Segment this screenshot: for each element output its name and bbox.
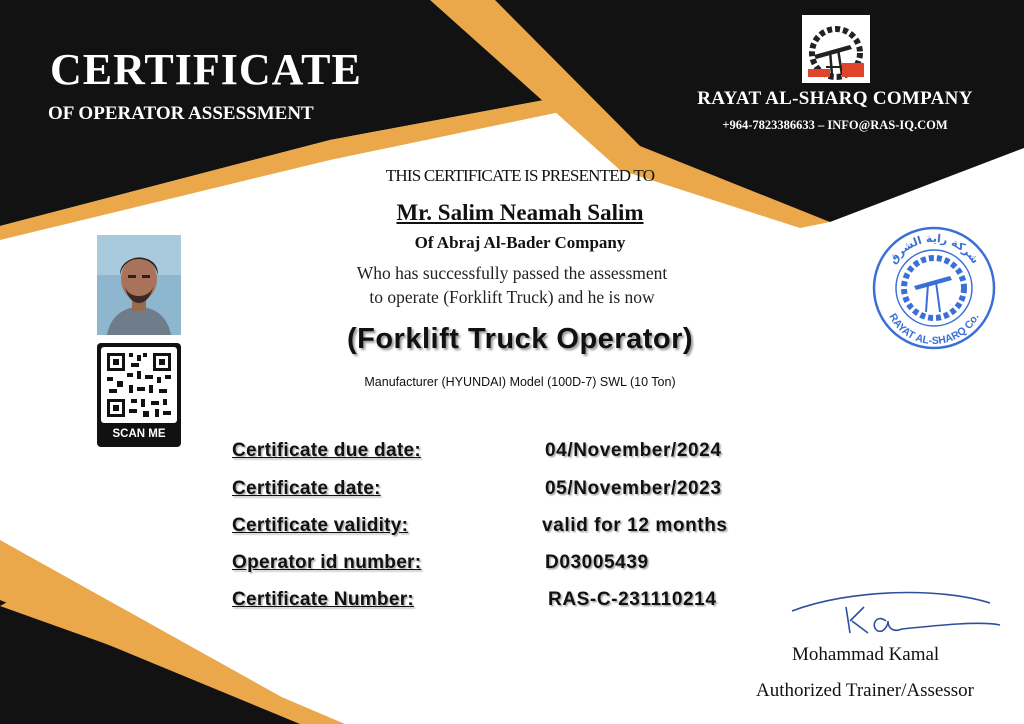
assessment-description	[282, 261, 742, 309]
due-date-value: 04/November/2024	[545, 440, 722, 461]
company-contact: +964-7823386633 – INFO@RAS-IQ.COM	[722, 118, 948, 132]
presented-to-heading: THIS CERTIFICATE IS PRESENTED TO	[385, 166, 655, 185]
due-date-label: Certificate due date:	[232, 440, 421, 461]
qr-code-card[interactable]	[97, 343, 181, 447]
description-line-2: to operate (Forklift Truck) and he is now	[369, 287, 655, 307]
signer-title: Authorized Trainer/Assessor	[756, 680, 974, 701]
certificate-number-label: Certificate Number:	[232, 589, 415, 610]
company-name: RAYAT AL-SHARQ COMPANY	[697, 88, 973, 109]
qr-scan-label: SCAN ME	[112, 428, 166, 440]
recipient-company: Of Abraj Al-Bader Company	[414, 233, 626, 252]
certificate-subtitle: OF OPERATOR ASSESSMENT	[48, 103, 314, 124]
stamp-text-arabic: شركة راية الشرق	[886, 231, 982, 267]
company-seal-stamp	[870, 224, 998, 352]
operator-role: (Forklift Truck Operator)	[346, 323, 694, 355]
operator-id-value: D03005439	[545, 552, 649, 573]
equipment-spec: Manufacturer (HYUNDAI) Model (100D-7) SWL (10 Ton)	[364, 375, 676, 389]
certificate-date-value: 05/November/2023	[545, 478, 722, 499]
certificate-number-value: RAS-C-231110214	[548, 589, 717, 610]
validity-value: valid for 12 months	[542, 515, 728, 536]
certificate-title: CERTIFICATE	[50, 45, 362, 94]
description-line-1: Who has successfully passed the assessment	[356, 263, 668, 283]
assessor-signature	[790, 585, 1005, 645]
recipient-name: Mr. Salim Neamah Salim	[396, 200, 644, 225]
operator-photo	[97, 235, 181, 335]
certificate-date-label: Certificate date:	[232, 478, 381, 499]
signer-name: Mohammad Kamal	[792, 644, 940, 665]
oil-derrick-gear-icon	[802, 15, 870, 83]
stamp-text-latin: RAYAT AL-SHARQ Co.	[886, 311, 982, 348]
validity-label: Certificate validity:	[232, 515, 409, 536]
operator-id-label: Operator id number:	[232, 552, 422, 573]
